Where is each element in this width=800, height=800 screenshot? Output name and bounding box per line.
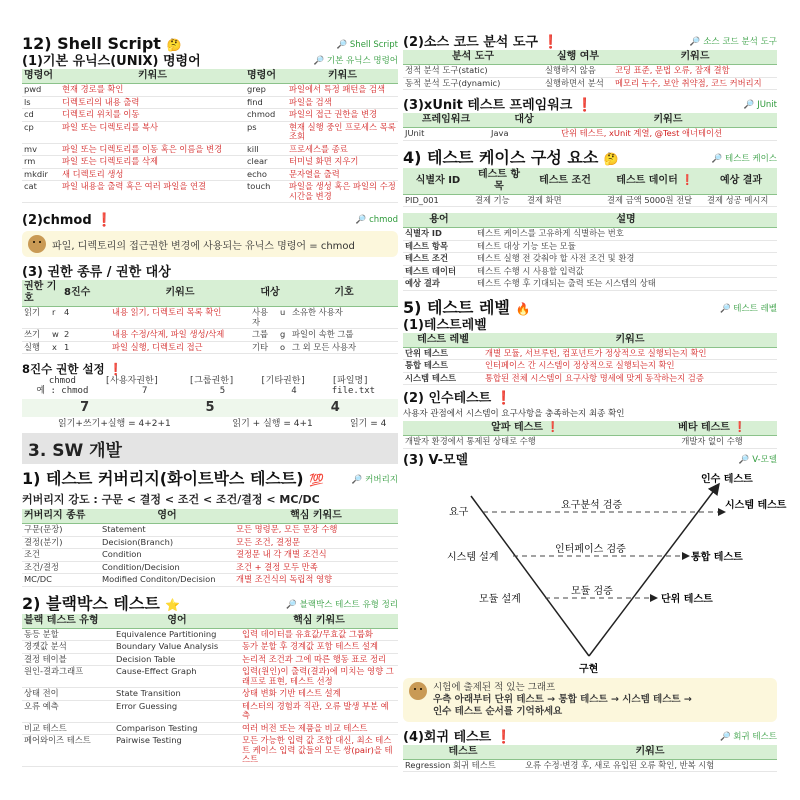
shell-tag: 🔎 Shell Script [336, 40, 398, 50]
perm-row-cell: 실행 [22, 341, 50, 354]
wb-row-cell: 조건 + 결정 모두 만족 [234, 561, 398, 574]
cmd-row-cell: 파일을 생성 혹은 파일의 수정 시간을 변경 [287, 181, 398, 203]
cmd-row-cell: mkdir [22, 168, 60, 181]
wb-row [22, 574, 398, 587]
chmod-title-row: (2)chmod ❗ 🔎 chmod [22, 213, 398, 228]
wb-row-cell: 모든 명령문, 모든 문장 수행 [234, 524, 398, 537]
cmd-row-cell: 파일 또는 디렉토리를 삭제 [60, 156, 245, 169]
wb-row-cell: 조건 [22, 549, 100, 562]
cmd-row-cell: 디렉토리 위치를 이동 [60, 109, 245, 122]
src-row-cell: 실행하지 않음 [543, 65, 613, 78]
wb-row-cell: 개별 조건식의 독립적 영향 [234, 574, 398, 587]
perm-row-cell: 파일 실행, 디렉토리 접근 [110, 341, 250, 354]
term-row-cell: 테스트 항목 [403, 240, 475, 253]
bb-row [22, 700, 398, 722]
perm-row-cell: o [278, 341, 290, 354]
lv-row-cell: 인터페이스 간 시스템이 정상적으로 실행되는지 확인 [483, 360, 777, 373]
bb-row-cell: 오류 예측 [22, 700, 114, 722]
chmod-tag: 🔎 chmod [355, 215, 398, 225]
bb-row-cell: Equivalence Partitioning [114, 628, 240, 641]
lv-row [403, 372, 777, 385]
lv-row-cell: 통합된 전체 시스템이 요구사항 명세에 맞게 동작하는지 검증 [483, 372, 777, 385]
bb-row [22, 628, 398, 641]
bb-row-cell: 원인-결과그래프 [22, 666, 114, 688]
lv-row-cell: 통합 테스트 [403, 360, 483, 373]
cmd-row-cell: grep [245, 84, 287, 97]
cmd-row-cell: 현재 경로를 확인 [60, 84, 245, 97]
cmd-row-cell: mv [22, 143, 60, 156]
right-column [403, 0, 787, 800]
perm-row-cell: x [50, 341, 62, 354]
potato-icon [28, 235, 46, 253]
cmd-title-row [22, 54, 398, 69]
shell-title-row [22, 35, 398, 54]
acc-table: 알파 테스트 ❗ 베타 테스트 ❗ 개발자 환경에서 통제된 상태로 수행 개발자 없이 수행 [403, 421, 777, 449]
cmd-row [22, 156, 398, 169]
bb-row-cell: 입력 데이터를 유효값/무효값 그룹화 [240, 628, 398, 641]
shell-title: 12) Shell Script [22, 34, 161, 53]
cmd-row-cell: 파일 또는 디렉토리를 이동 혹은 이름을 변경 [60, 143, 245, 156]
cmd-row-cell: cd [22, 109, 60, 122]
cmd-row-cell: 파일 내용을 출력 혹은 여러 파일을 연결 [60, 181, 245, 203]
term-row-cell: 테스트 대상 기능 또는 모듈 [475, 240, 777, 253]
bb-row-cell: 입력(원인)이 출력(결과)에 미치는 영향 그래프로 표현, 테스트 선정 [240, 666, 398, 688]
perm-row-cell: 소유한 사용자 [290, 307, 398, 329]
cmd-row-cell: 터미널 화면 지우기 [287, 156, 398, 169]
cmd-row-cell: ls [22, 96, 60, 109]
perm-row-cell: 내용 읽기, 디렉토리 목록 확인 [110, 307, 250, 329]
cmd-row [22, 109, 398, 122]
cmd-row-cell: 문자열을 출력 [287, 168, 398, 181]
src-row [403, 77, 777, 90]
cmd-title: (1)기본 유닉스(UNIX) 명령어 [22, 54, 201, 69]
cmd-row-cell: cp [22, 121, 60, 143]
section-3-title: 3. SW 개발 [22, 433, 398, 464]
bb-row-cell: Pairwise Testing [114, 735, 240, 767]
wb-row-cell: Decision(Branch) [100, 536, 234, 549]
bb-row-cell: 동가 분할 후 경계값 포함 테스트 설계 [240, 641, 398, 654]
wb-table: 커버리지 종류 영어 핵심 키워드 구문(문장) Statement 모든 명령문, 모든 문장 수행 결정(분기) Decision(Branch) 모든 조건, 결정문 조건 Condition 결정문 내 각 개별 조건식 조건/결정 Condition/Decision 조건 + 결정 모두 만족 MC/DC Modified Conditon/Decision 개별 조건식의 독립적 영향 [22, 509, 398, 587]
oct-title: 8진수 권한 설정 ❗ [22, 362, 124, 376]
bb-row-cell: 동등 분할 [22, 628, 114, 641]
lv-row [403, 347, 777, 360]
term-row [403, 265, 777, 278]
term-row-cell: 예상 결과 [403, 278, 475, 291]
wb-row-cell: Modified Conditon/Decision [100, 574, 234, 587]
wb-row-cell: 결정(분기) [22, 536, 100, 549]
bb-row [22, 653, 398, 666]
cmd-row-cell: pwd [22, 84, 60, 97]
perm-row-cell: 4 [62, 307, 110, 329]
v-label-sys-t: 시스템 테스트 [725, 499, 787, 511]
xu-row-cell: Java [489, 128, 559, 141]
bb-row-cell: 페어와이즈 테스트 [22, 735, 114, 767]
bb-row-cell: 상태 전이 [22, 688, 114, 701]
term-table: 용어 설명 식별자 ID 테스트 케이스를 고유하게 식별하는 번호 테스트 항목 테스트 대상 기능 또는 모듈 테스트 조건 테스트 실행 전 갖춰야 할 사전 조건 및 환경 테스트 데이터 테스트 수행 시 사용할 입력값 예상 결과 테스트 수행 후 기대되는 출력 또는 시스템의 상태 [403, 213, 777, 291]
bb-row-cell: 모든 가능한 입력 값 조합 대신, 최소 테스트 케이스 입력 값들의 모든 쌍(pair)을 테스트 [240, 735, 398, 767]
lv-title-row: 5) 테스트 레벨 🔥 🔎 테스트 레벨 [403, 297, 777, 317]
xu-row-cell: 단위 테스트, xUnit 계열, @Test 애너테이션 [559, 128, 777, 141]
bb-row-cell: 테스터의 경험과 직관, 오류 발생 부분 예측 [240, 700, 398, 722]
src-title-row: (2)소스 코드 분석 도구 ❗ 🔎 소스 코드 분석 도구 [403, 35, 777, 50]
left-column [22, 0, 398, 800]
bb-row-cell: 비교 테스트 [22, 722, 114, 735]
src-row-cell: 실행하면서 분석 [543, 77, 613, 90]
wb-row [22, 524, 398, 537]
lv-row [403, 360, 777, 373]
perm-row-cell: w [50, 329, 62, 342]
wb-row-cell: 결정문 내 각 개별 조건식 [234, 549, 398, 562]
wb-row-cell: 모든 조건, 결정문 [234, 536, 398, 549]
xu-table: 프레임워크 대상 키워드 JUnit Java 단위 테스트, xUnit 계열, @Test 애너테이션 [403, 113, 777, 141]
cmd-row-cell: 현재 실행 중인 프로세스 목록 조회 [287, 121, 398, 143]
perm-row-cell: g [278, 329, 290, 342]
cmd-row-cell: 새 디렉토리 생성 [60, 168, 245, 181]
perm-row-cell: 읽기 [22, 307, 50, 329]
cmd-table: 명령어 키워드 명령어 키워드 pwd 현재 경로를 확인 grep 파일에서 특정 패턴을 검색 ls 디렉토리의 내용 출력 find 파일을 검색 cd 디렉토리 위치를 이동 chmod 파일의 접근 권한을 변경 cp 파일 또는 디렉토리를 복사 ps 현재 실행 중인 프로세스 목록 조회 mv 파일 또는 디렉토리를 이동 혹은 이름을 변경 kill 프로세스를 종료 rm 파일 또는 디렉토리를 삭제 clear 터미널 화면 지우기 mkdir 새 디렉토리 생성 echo 문자열을 출력 cat 파일 내용을 출력 혹은 여러 파일을 연결 touch 파일을 생성 혹은 파일의 수정 시간을 변경 [22, 69, 398, 203]
cmd-row-cell: touch [245, 181, 287, 203]
v-label-mod-v: 모듈 검증 [571, 585, 613, 597]
cmd-row-cell: clear [245, 156, 287, 169]
oct-big: 7 5 4 [22, 399, 398, 417]
perm-row [22, 341, 398, 354]
bb-row-cell: Error Guessing [114, 700, 240, 722]
perm-row-cell: 기타 [250, 341, 278, 354]
perm-row-cell: u [278, 307, 290, 329]
bb-row-cell: 논리적 조건과 그에 따른 행동 표로 정리 [240, 653, 398, 666]
term-row-cell: 테스트 수행 시 사용할 입력값 [475, 265, 777, 278]
perm-row-cell: 내용 수정/삭제, 파일 생성/삭제 [110, 329, 250, 342]
wb-row-cell: 구문(문장) [22, 524, 100, 537]
term-row [403, 228, 777, 241]
tc-title-row: 4) 테스트 케이스 구성 요소 🤔 🔎 테스트 케이스 [403, 147, 777, 167]
acc-title: (2) 인수테스트 ❗ [403, 391, 512, 406]
bb-table: 블랙 테스트 유형 영어 핵심 키워드 동등 분할 Equivalence Partitioning 입력 데이터를 유효값/무효값 그룹화 경곗값 분석 Boundary Value Analysis 동가 분할 후 경계값 포함 테스트 설계 결정 테이블 Decision Table 논리적 조건과 그에 따른 행동 표로 정리 원인-결과그래프 Cause-Effect Graph 입력(원인)이 출력(결과)에 미치는 영향 그래프로 표현, 테스트 선정 상태 전이 State Transition 상태 변화 기반 테스트 설계 오류 예측 Error Guessing 테스터의 경험과 직관, 오류 발생 부분 예측 비교 테스트 Comparison Testing 여러 버전 또는 제품을 비교 테스트 페어와이즈 테스트 Pairwise Testing 모든 가능한 입력 값 조합 대신, 최소 테스트 케이스 입력 값들의 모든 쌍(pair)을 테스트 [22, 614, 398, 767]
oct-example: chmod [사용자권한] [그룹권한] [기타권한] [파일명] 예 : chmod 7 5 4 file.txt [36, 376, 376, 396]
v-label-mod-d: 모듈 설계 [479, 593, 521, 605]
term-row-cell: 테스트 데이터 [403, 265, 475, 278]
cmd-row [22, 84, 398, 97]
lv-row-cell: 단위 테스트 [403, 347, 483, 360]
v-title-row: (3) V-모델 🔎 V-모델 [403, 452, 777, 468]
wb-row [22, 549, 398, 562]
term-row-cell: 테스트 실행 전 갖춰야 할 사전 조건 및 환경 [475, 253, 777, 266]
cmd-row-cell: ps [245, 121, 287, 143]
bb-row-cell: State Transition [114, 688, 240, 701]
bb-title-row: 2) 블랙박스 테스트 ⭐ 🔎 블랙박스 테스트 유형 정리 [22, 593, 398, 613]
xu-row [403, 128, 777, 141]
wb-row [22, 536, 398, 549]
bb-tag: 🔎 블랙박스 테스트 유형 정리 [286, 599, 398, 610]
perm-title: (3) 권한 종류 / 권한 대상 [22, 265, 171, 280]
xu-row-cell: JUnit [403, 128, 489, 141]
wb-row-cell: Statement [100, 524, 234, 537]
lv-table: 테스트 레벨 키워드 단위 테스트 개별 모듈, 서브루틴, 컴포넌트가 정상적으로 실행되는지 확인 통합 테스트 인터페이스 간 시스템이 정상적으로 실행되는지 확인 시스템 테스트 통합된 전체 시스템이 요구사항 명세에 맞게 동작하는지 검증 [403, 333, 777, 386]
perm-row-cell: r [50, 307, 62, 329]
tc-table: 식별자 ID 테스트 항목 테스트 조건 테스트 데이터 ❗ 예상 결과 PID_001 결제 기능 결제 화면 결제 금액 5000원 전달 결제 성공 메시지 [403, 168, 777, 208]
bb-row-cell: 여러 버전 또는 제품을 비교 테스트 [240, 722, 398, 735]
cmd-row [22, 168, 398, 181]
wb-title-row: 1) 테스트 커버리지(화이트박스 테스트) 💯 🔎 커버리지 [22, 469, 398, 488]
bb-row-cell: 경곗값 분석 [22, 641, 114, 654]
term-row-cell: 테스트 케이스를 고유하게 식별하는 번호 [475, 228, 777, 241]
perm-row [22, 329, 398, 342]
perm-row-cell: 2 [62, 329, 110, 342]
bb-row-cell: Decision Table [114, 653, 240, 666]
xu-title-row: (3)xUnit 테스트 프레임워크 ❗ 🔎 JUnit [403, 98, 777, 113]
cmd-row-cell: kill [245, 143, 287, 156]
wb-row-cell: Condition [100, 549, 234, 562]
v-label-acc: 인수 테스트 [701, 473, 753, 485]
wb-row-cell: MC/DC [22, 574, 100, 587]
v-label-req: 요구 [449, 506, 469, 518]
rg-title-row: (4)회귀 테스트 ❗ 🔎 회귀 테스트 [403, 729, 777, 745]
bb-row-cell: Cause-Effect Graph [114, 666, 240, 688]
perm-row-cell: 쓰기 [22, 329, 50, 342]
src-row-cell: 메모리 누수, 보안 취약점, 코드 커버리지 [613, 77, 777, 90]
rg-table: 테스트 키워드 Regression 회귀 테스트 오류 수정·변경 후, 새로 유입된 오류 확인, 반복 시험 [403, 745, 777, 773]
v-model-diagram [403, 468, 787, 678]
v-label-if-v: 인터페이스 검증 [555, 543, 626, 555]
wb-tag: 🔎 커버리지 [351, 475, 398, 485]
perm-row-cell: 파일이 속한 그룹 [290, 329, 398, 342]
v-label-sys-d: 시스템 설계 [447, 551, 499, 563]
lv-row-cell: 개별 모듈, 서브루틴, 컴포넌트가 정상적으로 실행되는지 확인 [483, 347, 777, 360]
bb-row-cell: 결정 테이블 [22, 653, 114, 666]
cmd-row-cell: echo [245, 168, 287, 181]
v-note: 시험에 출제된 적 있는 그래프 우측 아래부터 단위 테스트 → 통합 테스트 → 시스템 테스트 → 인수 테스트 순서를 기억하세요 [403, 678, 777, 722]
cmd-row-cell: cat [22, 181, 60, 203]
term-row-cell: 테스트 조건 [403, 253, 475, 266]
cmd-row-cell: 파일을 검색 [287, 96, 398, 109]
wb-row-cell: 조건/결정 [22, 561, 100, 574]
term-row [403, 240, 777, 253]
cmd-row-cell: find [245, 96, 287, 109]
v-label-impl: 구현 [579, 663, 599, 675]
bb-row [22, 722, 398, 735]
bb-row-cell: Boundary Value Analysis [114, 641, 240, 654]
lv-sub: (1)테스트레벨 [403, 317, 487, 333]
cmd-tag: 🔎 기본 유닉스 명령어 [313, 56, 398, 66]
cmd-row-cell: 파일에서 특정 패턴을 검색 [287, 84, 398, 97]
lv-row-cell: 시스템 테스트 [403, 372, 483, 385]
potato-icon [409, 682, 427, 700]
bb-row [22, 688, 398, 701]
oct-sum: 읽기+쓰기+실행 = 4+2+1 읽기 + 실행 = 4+1 읽기 = 4 [58, 418, 387, 429]
src-row-cell: 정적 분석 도구(static) [403, 65, 543, 78]
term-row-cell: 식별자 ID [403, 228, 475, 241]
perm-row-cell: 그룹 [250, 329, 278, 342]
cmd-row-cell: 프로세스를 종료 [287, 143, 398, 156]
perm-row-cell: 사용자 [250, 307, 278, 329]
cmd-row [22, 181, 398, 203]
bb-row-cell: Comparison Testing [114, 722, 240, 735]
cmd-row [22, 96, 398, 109]
src-row-cell: 동적 분석 도구(dynamic) [403, 77, 543, 90]
src-row-cell: 코딩 표준, 문법 오류, 잠재 결함 [613, 65, 777, 78]
cmd-row-cell: chmod [245, 109, 287, 122]
cmd-row-cell: 파일의 접근 권한을 변경 [287, 109, 398, 122]
v-label-req-v: 요구분석 검증 [561, 499, 623, 511]
thinking-face-icon: 🤔 [166, 38, 182, 52]
cmd-row-cell: 디렉토리의 내용 출력 [60, 96, 245, 109]
v-label-unit-t: 단위 테스트 [661, 593, 713, 605]
src-table: 분석 도구 실행 여부 키워드 정적 분석 도구(static) 실행하지 않음 코딩 표준, 문법 오류, 잠재 결함 동적 분석 도구(dynamic) 실행하면서 분석 메모리 누수, 보안 취약점, 코드 커버리지 [403, 50, 777, 90]
perm-row [22, 307, 398, 329]
chmod-note: 파일, 디렉토리의 접근권한 변경에 사용되는 유닉스 명령어 = chmod [22, 231, 398, 257]
wb-sub: 커버리지 강도 : 구문 < 결정 < 조건 < 조건/결정 < MC/DC [22, 493, 320, 506]
cmd-row-cell: 파일 또는 디렉토리를 복사 [60, 121, 245, 143]
cmd-row [22, 143, 398, 156]
bb-row-cell: 상태 변화 기반 테스트 설계 [240, 688, 398, 701]
term-row-cell: 테스트 수행 후 기대되는 출력 또는 시스템의 상태 [475, 278, 777, 291]
bb-row [22, 666, 398, 688]
cmd-row-cell: rm [22, 156, 60, 169]
term-row [403, 253, 777, 266]
perm-row-cell: 그 외 모든 사용자 [290, 341, 398, 354]
wb-row [22, 561, 398, 574]
cmd-row [22, 121, 398, 143]
wb-row-cell: Condition/Decision [100, 561, 234, 574]
bb-row [22, 641, 398, 654]
perm-row-cell: 1 [62, 341, 110, 354]
src-row [403, 65, 777, 78]
v-label-int-t: 통합 테스트 [691, 551, 743, 563]
acc-desc: 사용자 관점에서 시스템이 요구사항을 충족하는지 최종 확인 [403, 409, 625, 419]
bb-row [22, 735, 398, 767]
term-row [403, 278, 777, 291]
perm-table: 권한 기호 8진수 키워드 대상 기호 읽기 r 4 내용 읽기, 디렉토리 목록 확인 사용자 u 소유한 사용자 쓰기 w 2 내용 수정/삭제, 파일 생성/삭제 그룹 g 파일이 속한 그룹 실행 x 1 파일 실행, 디렉토리 접근 기타 o 그 외 모든 사용자 [22, 280, 398, 354]
